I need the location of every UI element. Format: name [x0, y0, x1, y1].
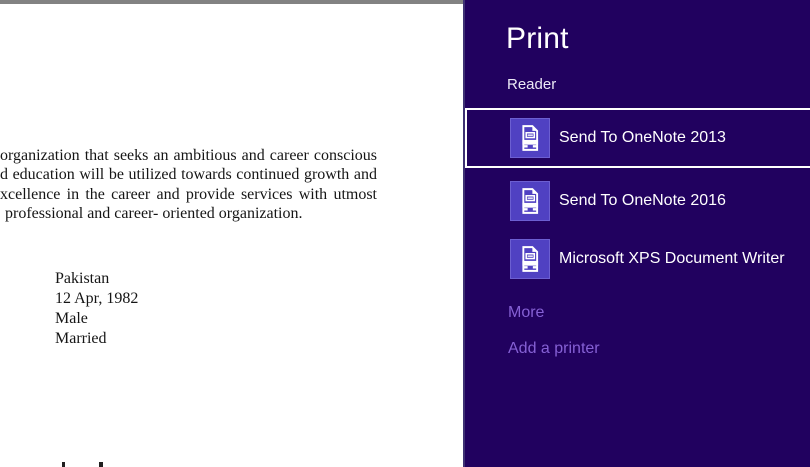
panel-title: Print: [506, 22, 569, 55]
print-charm-panel: [463, 0, 810, 467]
printer-item-xps-writer[interactable]: [465, 229, 810, 289]
detail-gender: Male: [55, 310, 88, 327]
printer-tile: [510, 181, 550, 221]
printer-document-icon: [511, 181, 549, 221]
printer-document-icon: [511, 118, 549, 158]
printer-tile: [510, 239, 550, 279]
printer-label: Send To OneNote 2013: [559, 129, 726, 146]
cut-text-mark: [99, 462, 103, 467]
paragraph-line: xcellence in the career and provide services with utmost: [0, 185, 377, 203]
cut-text-mark: [62, 462, 65, 467]
paragraph-line: professional and career- oriented organization.: [5, 204, 303, 222]
printer-item-onenote-2013[interactable]: [465, 108, 810, 168]
section-divider: [0, 0, 463, 4]
printer-label: Microsoft XPS Document Writer: [559, 250, 785, 267]
more-link[interactable]: More: [508, 304, 545, 321]
detail-marital-status: Married: [55, 330, 107, 347]
printer-item-onenote-2016[interactable]: [465, 171, 810, 231]
paragraph-line: organization that seeks an ambitious and career conscious: [0, 147, 377, 164]
detail-nationality: Pakistan: [55, 270, 110, 287]
add-printer-link[interactable]: Add a printer: [508, 340, 600, 357]
printer-label: Send To OneNote 2016: [559, 192, 726, 209]
paragraph-line: d education will be utilized towards continued growth and: [0, 166, 377, 184]
printer-tile: [510, 118, 550, 158]
detail-birthdate: 12 Apr, 1982: [55, 290, 139, 307]
personal-details: [55, 269, 355, 349]
printer-document-icon: [511, 239, 549, 279]
objective-paragraph: [0, 146, 377, 223]
source-app-label: Reader: [507, 76, 557, 93]
